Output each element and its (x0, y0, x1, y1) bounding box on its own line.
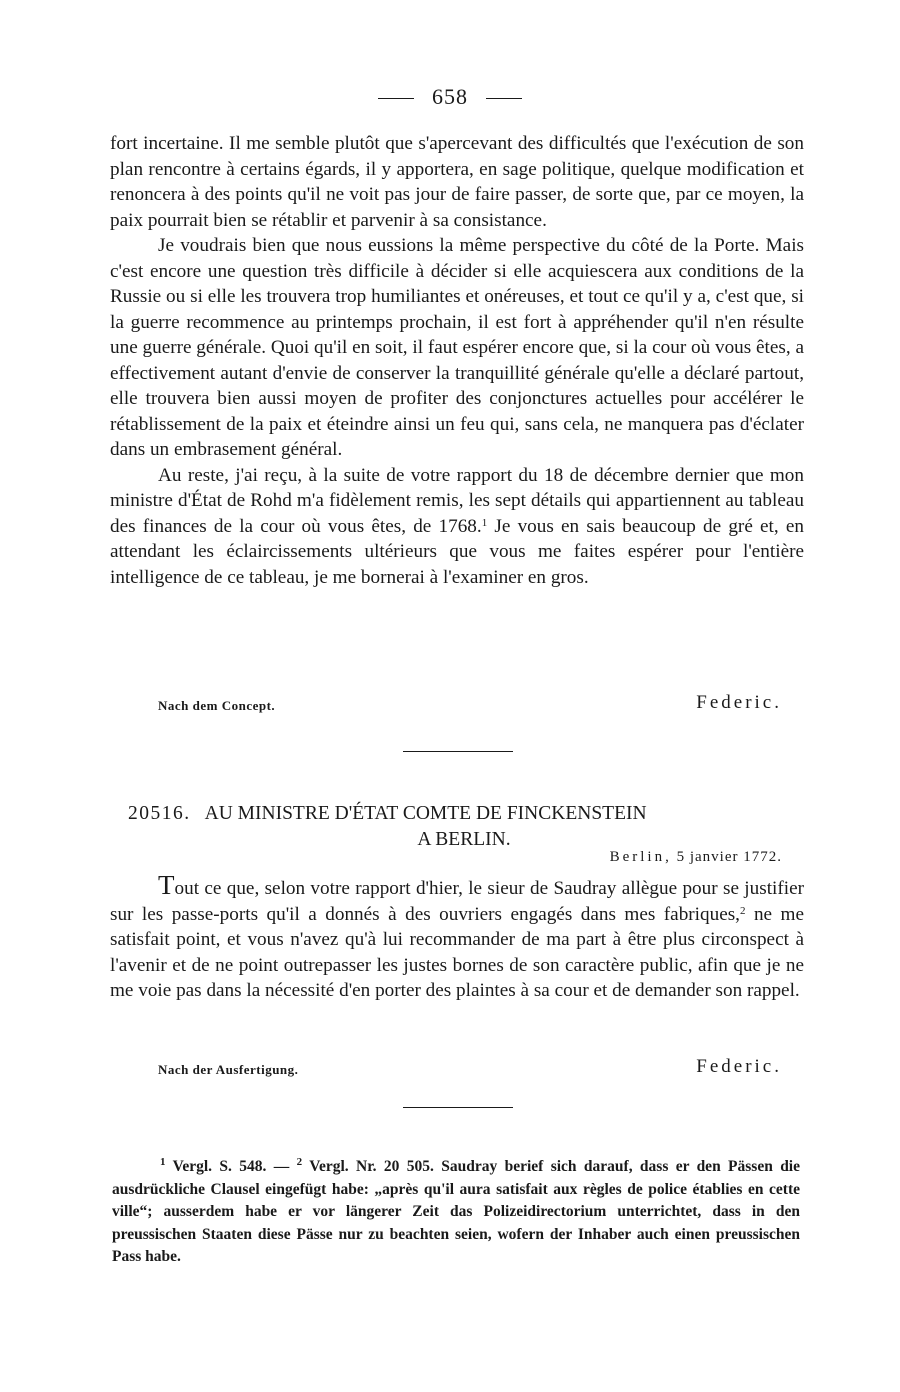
letter-2-source-note: Nach der Ausfertigung. (158, 1062, 299, 1077)
footnote-divider (403, 1107, 513, 1108)
footnote-mark-1: 1 (160, 1156, 166, 1168)
footnote-ref-2: 2 (739, 904, 746, 917)
footnote-ref-1: 1 (481, 516, 488, 529)
page-number: 658 (432, 84, 468, 109)
letter-2-heading (128, 801, 788, 853)
letter-2-date: 5 janvier 1772. (676, 849, 782, 865)
letter-2-title-destination: A BERLIN. (417, 829, 511, 850)
letter-2-place: Berlin, (609, 849, 672, 865)
letter-2-dateline (610, 849, 782, 866)
section-divider (403, 751, 513, 752)
footnote-text (112, 1156, 800, 1269)
letter-1-paragraph-3-text: Au reste, j'ai reçu, à la suite de votre rapport du 18 de décembre dernier que mon ministre d'État de Rohd m'a fidèlement remis, les sept détails qui appartiennent au tableau des finances de la cour où vous êtes, de 1768. (110, 464, 804, 537)
letter-1-signature: Federic. (696, 692, 782, 713)
header-rule-left (378, 98, 414, 99)
letter-1-paragraph-1: fort incertaine. Il me semble plutôt que s'apercevant des difficultés que l'exécution de son plan rencontre à certains égards, il y apportera, en sage politique, quelque modification et renoncera à des points qu'il ne voit pas jour de faire passer, de sorte que, par ce moyen, la paix pourrait bien se rétablir et parvenir à sa consistance. (110, 133, 804, 231)
letter-1-source-note: Nach dem Concept. (158, 698, 276, 713)
letter-2-number: 20516. (128, 803, 191, 824)
letter-1-body (110, 131, 804, 590)
letter-2-title: AU MINISTRE D'ÉTAT COMTE DE FINCKENSTEIN (204, 803, 647, 824)
letter-2-text: out ce que, selon votre rapport d'hier, le sieur de Saudray allègue pour se justifier sur les passe-ports qu'il a donnés à des ouvriers engagés dans mes fabriques, (110, 878, 804, 925)
letter-2-signature: Federic. (696, 1056, 782, 1077)
letter-1-paragraph-3 (110, 463, 804, 591)
letter-2-body (110, 870, 804, 1004)
footnote-2: Vergl. Nr. 20 505. Saudray berief sich darauf, dass er den Pässen die ausdrückliche Clausel eingefügt habe: „après qu'il aura satisfait aux règles de police établies en cette ville“; ausserdem habe er vor längerer Zeit das Polizeidirectorium unterrichtet, dass in den preussischen Staaten diese Pässe nur zu beachten seien, wofern der Inhaber auch einen preussischen Pass habe. (112, 1158, 800, 1265)
page-header (0, 84, 900, 110)
letter-1-paragraph-3-continuation: Je vous en sais beaucoup de gré et, en attendant les éclaircissements ultérieurs que vous me faites espérer pour l'entière intelligence de ce tableau, je me bornerai à l'examiner en gros. (110, 515, 804, 588)
footnote-mark-2: 2 (296, 1156, 303, 1168)
letter-2-initial: T (158, 870, 175, 900)
footnotes (112, 1156, 800, 1269)
header-rule-right (486, 98, 522, 99)
footnote-1: Vergl. S. 548. — (165, 1158, 297, 1175)
letter-2-paragraph (110, 870, 804, 1004)
letter-2-text-continuation: ne me satisfait point, et vous n'avez qu'à lui recommander de ma part à être plus circonspect à l'avenir et de ne point outrepasser les justes bornes de son caractère public, afin que je ne me voie pas dans la nécessité d'en porter des plaintes à sa cour et de demander son rappel. (110, 903, 804, 1001)
letter-1-paragraph-2: Je voudrais bien que nous eussions la même perspective du côté de la Porte. Mais c'est encore une question très difficile à décider si elle acquiescera aux conditions de la Russie ou si elle les trouvera trop humiliantes et onéreuses, et tout ce qu'il y a, c'est que, si la guerre recommence au printemps prochain, il est fort à appréhender qu'il n'en résulte une guerre générale. Quoi qu'il en soit, il faut espérer encore que, si la cour où vous êtes, a effectivement autant d'envie de conserver la tranquillité générale qu'elle a déclaré partout, elle trouvera bien aussi moyen de profiter des conjonctures actuelles pour accélérer le rétablissement de la paix et éteindre ainsi un feu qui, sans cela, ne manquera pas d'éclater dans un embrasement général. (110, 235, 804, 460)
